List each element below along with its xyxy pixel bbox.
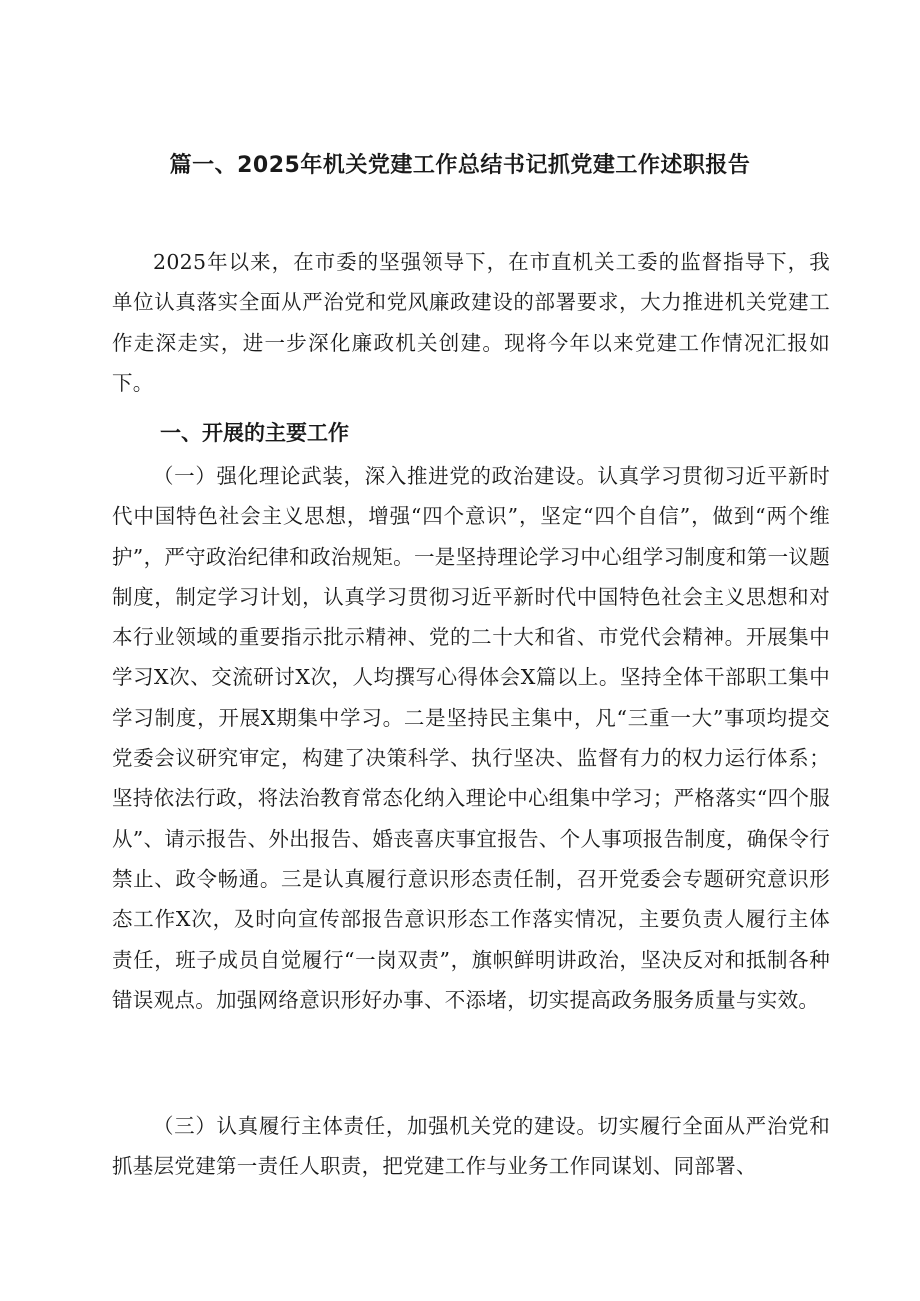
body-paragraph-political-building: （一）强化理论武装，深入推进党的政治建设。认真学习贯彻习近平新时代中国特色社会主义思想，增强“四个意识”，坚定“四个自信”，做到“两个维护”，严守政治纪律和政治规矩。一是坚持理论学习中心组学习制度和第一议题制度，制定学习计划，认真学习贯彻习近平新时代中国特色社会主义思想和对本行业领域的重要指示批示精神、党的二十大和省、市党代会精神。开展集中学习X次、交流研讨X次，人均撰写心得体会X篇以上。坚持全体干部职工集中学习制度，开展X期集中学习。二是坚持民主集中，凡“三重一大”事项均提交党委会议研究审定，构建了决策科学、执行坚决、监督有力的权力运行体系；坚持依法行政，将法治教育常态化纳入理论中心组集中学习；严格落实“四个服从”、请示报告、外出报告、婚丧喜庆事宜报告、个人事项报告制度，确保令行禁止、政令畅通。三是认真履行意识形态责任制，召开党委会专题研究意识形态工作X次，及时向宣传部报告意识形态工作落实情况，主要负责人履行主体责任，班子成员自觉履行“一岗双责”，旗帜鲜明讲政治，坚决反对和抵制各种错误观点。加强网络意识形好办事、不添堵，切实提高政务服务质量与实效。 xyxy=(112,464,830,1012)
section-heading: 一、开展的主要工作 xyxy=(160,421,349,445)
intro-paragraph: 2025年以来，在市委的坚强领导下，在市直机关工委的监督指导下，我单位认真落实全面从严治党和党风廉政建设的部署要求，大力推进机关党建工作走深走实，进一步深化廉政机关创建。现将今年以来党建工作情况汇报如下。 xyxy=(112,250,830,395)
document-title: 篇一、2025年机关党建工作总结书记抓党建工作述职报告 xyxy=(169,153,751,178)
body-paragraph-main-responsibility: （三）认真履行主体责任，加强机关党的建设。切实履行全面从严治党和抓基层党建第一责任人职责，把党建工作与业务工作同谋划、同部署、 xyxy=(112,1114,830,1179)
